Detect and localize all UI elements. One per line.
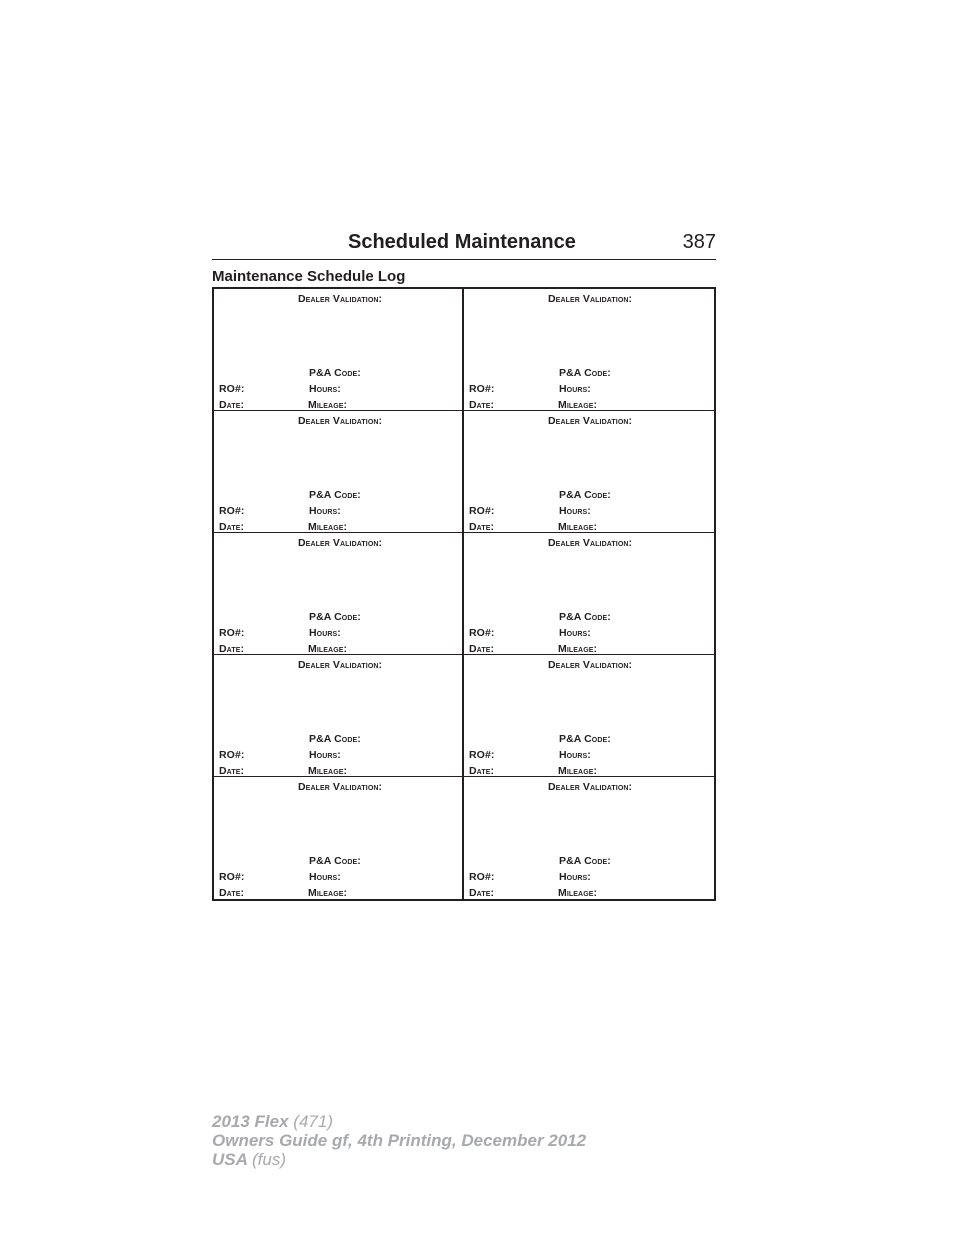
dealer-validation-label: Dealer Validation: xyxy=(298,293,383,305)
dealer-validation-label: Dealer Validation: xyxy=(548,659,633,671)
ro-number-label: RO#: xyxy=(219,627,245,639)
mileage-label: Mileage: xyxy=(308,887,348,899)
mileage-label: Mileage: xyxy=(558,765,598,777)
dealer-validation-label: Dealer Validation: xyxy=(298,537,383,549)
ro-number-label: RO#: xyxy=(219,749,245,761)
pa-code-label: P&A Code: xyxy=(559,367,611,379)
section-title: Maintenance Schedule Log xyxy=(212,268,406,285)
date-label: Date: xyxy=(219,765,245,777)
log-entry-cell xyxy=(464,777,714,899)
log-entry-cell xyxy=(464,533,714,655)
log-entry-cell xyxy=(214,289,464,411)
date-label: Date: xyxy=(219,643,245,655)
hours-label: Hours: xyxy=(559,749,591,761)
pa-code-label: P&A Code: xyxy=(309,611,361,623)
hours-label: Hours: xyxy=(309,383,341,395)
mileage-label: Mileage: xyxy=(558,521,598,533)
hours-label: Hours: xyxy=(309,627,341,639)
page-title: Scheduled Maintenance xyxy=(348,231,576,253)
pa-code-label: P&A Code: xyxy=(309,733,361,745)
date-label: Date: xyxy=(469,887,495,899)
mileage-label: Mileage: xyxy=(558,643,598,655)
hours-label: Hours: xyxy=(309,505,341,517)
dealer-validation-label: Dealer Validation: xyxy=(548,781,633,793)
log-entry-cell xyxy=(214,777,464,899)
pa-code-label: P&A Code: xyxy=(309,489,361,501)
mileage-label: Mileage: xyxy=(308,521,348,533)
mileage-label: Mileage: xyxy=(308,765,348,777)
date-label: Date: xyxy=(469,521,495,533)
mileage-label: Mileage: xyxy=(558,399,598,411)
maintenance-log-table xyxy=(212,287,716,901)
ro-number-label: RO#: xyxy=(469,627,495,639)
pa-code-label: P&A Code: xyxy=(559,733,611,745)
dealer-validation-label: Dealer Validation: xyxy=(548,293,633,305)
date-label: Date: xyxy=(469,765,495,777)
page-number: 387 xyxy=(682,231,716,253)
dealer-validation-label: Dealer Validation: xyxy=(548,537,633,549)
log-entry-cell xyxy=(214,533,464,655)
dealer-validation-label: Dealer Validation: xyxy=(298,415,383,427)
date-label: Date: xyxy=(219,399,245,411)
pa-code-label: P&A Code: xyxy=(309,367,361,379)
mileage-label: Mileage: xyxy=(558,887,598,899)
hours-label: Hours: xyxy=(559,505,591,517)
pa-code-label: P&A Code: xyxy=(559,611,611,623)
log-entry-cell xyxy=(464,289,714,411)
ro-number-label: RO#: xyxy=(469,871,495,883)
ro-number-label: RO#: xyxy=(219,871,245,883)
mileage-label: Mileage: xyxy=(308,399,348,411)
dealer-validation-label: Dealer Validation: xyxy=(298,781,383,793)
hours-label: Hours: xyxy=(309,871,341,883)
date-label: Date: xyxy=(469,643,495,655)
ro-number-label: RO#: xyxy=(469,383,495,395)
date-label: Date: xyxy=(219,521,245,533)
footer-line-1: 2013 Flex (471) xyxy=(212,1112,333,1131)
page-footer xyxy=(212,1112,586,1169)
log-entry-cell xyxy=(214,411,464,533)
ro-number-label: RO#: xyxy=(469,749,495,761)
ro-number-label: RO#: xyxy=(469,505,495,517)
ro-number-label: RO#: xyxy=(219,505,245,517)
hours-label: Hours: xyxy=(559,871,591,883)
pa-code-label: P&A Code: xyxy=(309,855,361,867)
pa-code-label: P&A Code: xyxy=(559,489,611,501)
hours-label: Hours: xyxy=(309,749,341,761)
hours-label: Hours: xyxy=(559,383,591,395)
date-label: Date: xyxy=(469,399,495,411)
pa-code-label: P&A Code: xyxy=(559,855,611,867)
hours-label: Hours: xyxy=(559,627,591,639)
date-label: Date: xyxy=(219,887,245,899)
ro-number-label: RO#: xyxy=(219,383,245,395)
dealer-validation-label: Dealer Validation: xyxy=(298,659,383,671)
log-entry-cell xyxy=(464,655,714,777)
log-entry-cell xyxy=(464,411,714,533)
log-entry-cell xyxy=(214,655,464,777)
mileage-label: Mileage: xyxy=(308,643,348,655)
dealer-validation-label: Dealer Validation: xyxy=(548,415,633,427)
page-header xyxy=(212,229,716,260)
footer-line-2: Owners Guide gf, 4th Printing, December 2012 xyxy=(212,1131,587,1150)
footer-line-3: USA (fus) xyxy=(212,1150,286,1169)
